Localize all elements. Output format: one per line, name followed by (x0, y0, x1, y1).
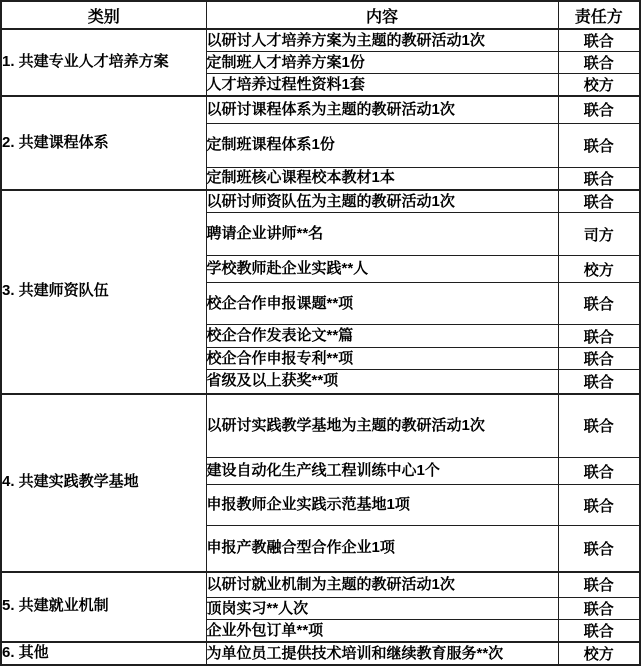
table-row (1, 96, 640, 123)
responsible-cell: 联合 (558, 29, 640, 52)
content-cell: 以研讨实践教学基地为主题的教研活动1次 (206, 394, 558, 458)
header-content: 内容 (206, 1, 558, 29)
content-cell: 定制班核心课程校本教材1本 (206, 167, 558, 190)
content-cell: 为单位员工提供技术培训和继续教育服务**次 (206, 642, 558, 665)
category-cell-3: 3. 共建师资队伍 (1, 190, 206, 394)
content-cell: 聘请企业讲师**名 (206, 213, 558, 256)
category-cell-1: 1. 共建专业人才培养方案 (1, 29, 206, 96)
content-cell: 申报教师企业实践示范基地1项 (206, 485, 558, 526)
responsible-cell: 校方 (558, 74, 640, 97)
responsible-cell: 联合 (558, 167, 640, 190)
responsible-cell: 联合 (558, 370, 640, 394)
responsible-cell: 联合 (558, 96, 640, 123)
category-cell-6: 6. 其他 (1, 642, 206, 665)
category-cell-5: 5. 共建就业机制 (1, 572, 206, 643)
responsible-cell: 联合 (558, 325, 640, 348)
content-cell: 定制班人才培养方案1份 (206, 52, 558, 74)
responsible-cell: 联合 (558, 123, 640, 167)
responsible-cell: 联合 (558, 620, 640, 643)
content-cell: 学校教师赴企业实践**人 (206, 256, 558, 283)
responsible-cell: 联合 (558, 283, 640, 325)
responsible-cell: 联合 (558, 572, 640, 598)
responsible-cell: 联合 (558, 485, 640, 526)
category-cell-2: 2. 共建课程体系 (1, 96, 206, 190)
content-cell: 申报产教融合型合作企业1项 (206, 526, 558, 572)
responsible-cell: 校方 (558, 642, 640, 665)
responsible-cell: 司方 (558, 213, 640, 256)
content-cell: 校企合作申报课题**项 (206, 283, 558, 325)
responsible-cell: 联合 (558, 458, 640, 485)
responsible-cell: 联合 (558, 526, 640, 572)
responsible-cell: 校方 (558, 256, 640, 283)
table-row (1, 190, 640, 213)
content-cell: 校企合作申报专利**项 (206, 348, 558, 370)
table-row (1, 642, 640, 665)
header-category: 类别 (1, 1, 206, 29)
content-cell: 省级及以上获奖**项 (206, 370, 558, 394)
responsible-cell: 联合 (558, 52, 640, 74)
content-cell: 以研讨师资队伍为主题的教研活动1次 (206, 190, 558, 213)
content-cell: 定制班课程体系1份 (206, 123, 558, 167)
responsible-cell: 联合 (558, 394, 640, 458)
content-cell: 以研讨人才培养方案为主题的教研活动1次 (206, 29, 558, 52)
content-cell: 以研讨就业机制为主题的教研活动1次 (206, 572, 558, 598)
content-cell: 企业外包订单**项 (206, 620, 558, 643)
responsible-cell: 联合 (558, 598, 640, 620)
table-row (1, 572, 640, 598)
content-cell: 顶岗实习**人次 (206, 598, 558, 620)
table-row (1, 394, 640, 458)
responsible-cell: 联合 (558, 348, 640, 370)
content-cell: 校企合作发表论文**篇 (206, 325, 558, 348)
content-cell: 建设自动化生产线工程训练中心1个 (206, 458, 558, 485)
category-cell-4: 4. 共建实践教学基地 (1, 394, 206, 572)
header-responsible: 责任方 (558, 1, 640, 29)
header-row (1, 1, 640, 29)
content-cell: 人才培养过程性资料1套 (206, 74, 558, 97)
responsible-cell: 联合 (558, 190, 640, 213)
table-row (1, 29, 640, 52)
content-cell: 以研讨课程体系为主题的教研活动1次 (206, 96, 558, 123)
